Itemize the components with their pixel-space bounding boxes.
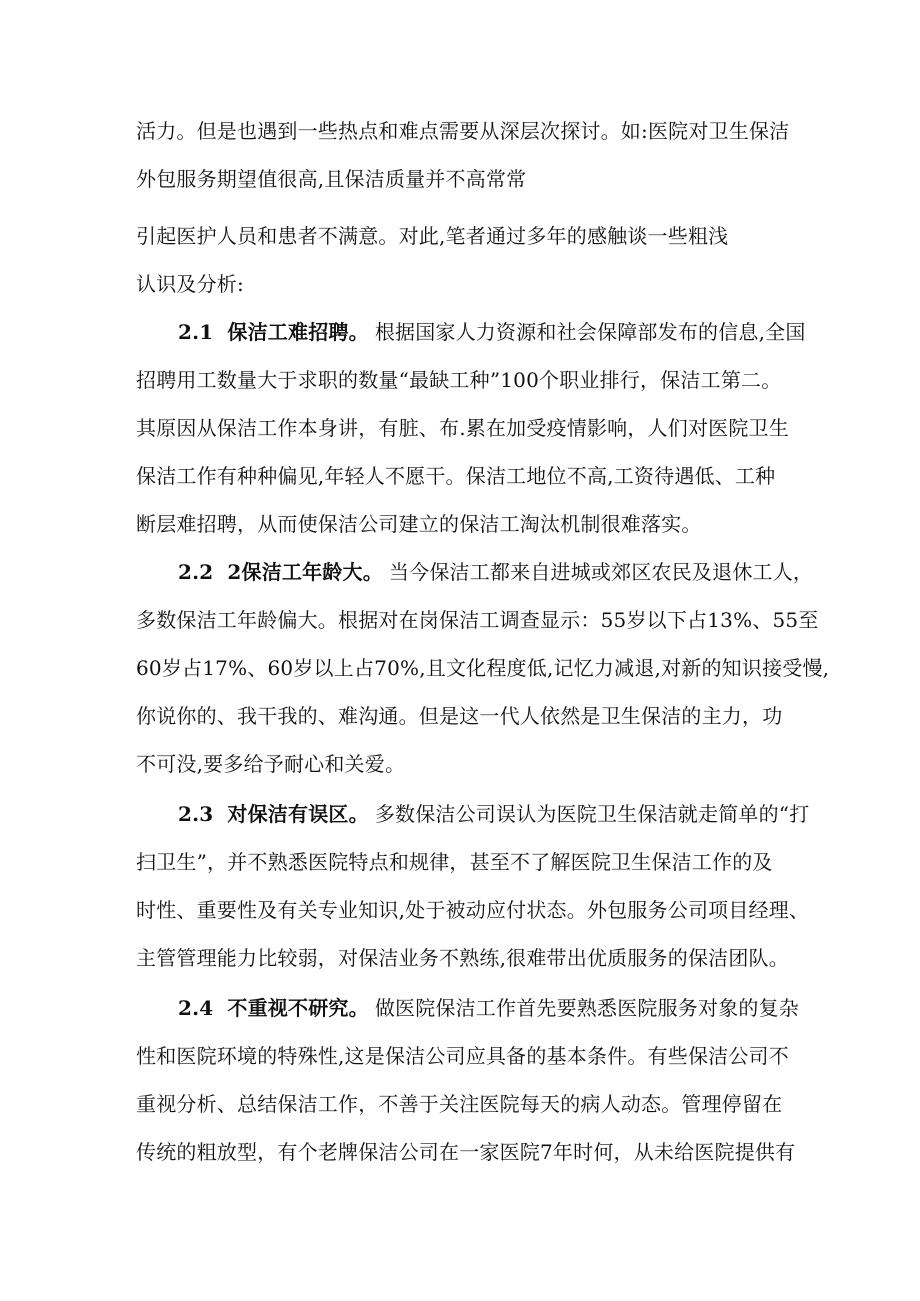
section-heading (178, 996, 369, 1020)
section-2-4-line: 性和医院环境的特殊性,这是保洁公司应具备的基本条件。有些保洁公司不 (136, 1044, 789, 1068)
section-2-4-line: 传统的粗放型，有个老牌保洁公司在一家医院7年时何，从未给医院提供有 (136, 1140, 796, 1164)
section-text: 多数保洁公司误认为医院卫生保洁就走简单的“打 (374, 802, 810, 826)
section-text: 根据国家人力资源和社会保障部发布的信息,全国 (374, 320, 806, 344)
section-title: 不重视不研究。 (227, 996, 369, 1020)
section-number: 2.3 (178, 802, 214, 826)
section-2-2-heading-line (178, 558, 813, 586)
section-text: 当今保洁工都来自进城或郊区农民及退休工人， (388, 560, 814, 584)
section-2-1-line: 招聘用工数量大于求职的数量“最缺工种”100个职业排行，保洁工第二。 (136, 368, 782, 392)
section-2-1-line: 保洁工作有种种偏见,年轻人不愿干。保洁工地位不高,工资待遇低、工种 (136, 464, 776, 488)
section-title: 2保洁工年龄大。 (227, 560, 383, 584)
intro-line-3: 引起医护人员和患者不满意。对此,笔者通过多年的感触谈一些粗浅 (136, 224, 729, 248)
section-number: 2.1 (178, 320, 214, 344)
section-title: 对保洁有误区。 (227, 802, 369, 826)
intro-line-2: 外包服务期望值很高,且保洁质量并不高常常 (136, 167, 527, 191)
section-2-2-line: 多数保洁工年龄偏大。根据对在岗保洁工调查显示：55岁以下占13%、55至 (136, 608, 819, 632)
section-2-1-line: 其原因从保洁工作本身讲，有脏、布.累在加受疫情影响，人们对医院卫生 (136, 416, 789, 440)
section-number: 2.4 (178, 996, 214, 1020)
section-heading (178, 320, 369, 344)
intro-line-1: 活力。但是也遇到一些热点和难点需要从深层次探讨。如:医院对卫生保洁 (136, 119, 790, 143)
section-2-1-heading-line (178, 318, 806, 346)
section-2-3-heading-line (178, 800, 809, 828)
section-2-2-line: 不可没,要多给予耐心和关爱。 (136, 752, 406, 776)
section-2-3-line: 时性、重要性及有关专业知识,处于被动应付状态。外包服务公司项目经理、 (136, 898, 810, 922)
section-2-2-line: 你说你的、我干我的、难沟通。但是这一代人依然是卫生保洁的主力，功 (136, 704, 783, 728)
section-heading (178, 560, 383, 584)
section-2-1-line: 断层难招聘，从而使保洁公司建立的保洁工淘汰机制很难落实。 (136, 512, 702, 536)
section-2-2-line: 60岁占17%、60岁以上占70%,且文化程度低,记忆力减退,对新的知识接受慢, (136, 656, 830, 680)
section-title: 保洁工难招聘。 (227, 320, 369, 344)
section-2-4-heading-line (178, 994, 799, 1022)
section-heading (178, 802, 369, 826)
section-number: 2.2 (178, 560, 214, 584)
section-2-3-line: 扫卫生”，并不熟悉医院特点和规律，甚至不了解医院卫生保洁工作的及 (136, 850, 773, 874)
section-2-4-line: 重视分析、总结保洁工作，不善于关注医院每天的病人动态。管理停留在 (136, 1092, 783, 1116)
section-2-3-line: 主管管理能力比较弱，对保洁业务不熟练,很难带出优质服务的保洁团队。 (136, 946, 789, 970)
section-text: 做医院保洁工作首先要熟悉医院服务对象的复杂 (374, 996, 800, 1020)
intro-line-4: 认识及分析: (136, 272, 244, 296)
